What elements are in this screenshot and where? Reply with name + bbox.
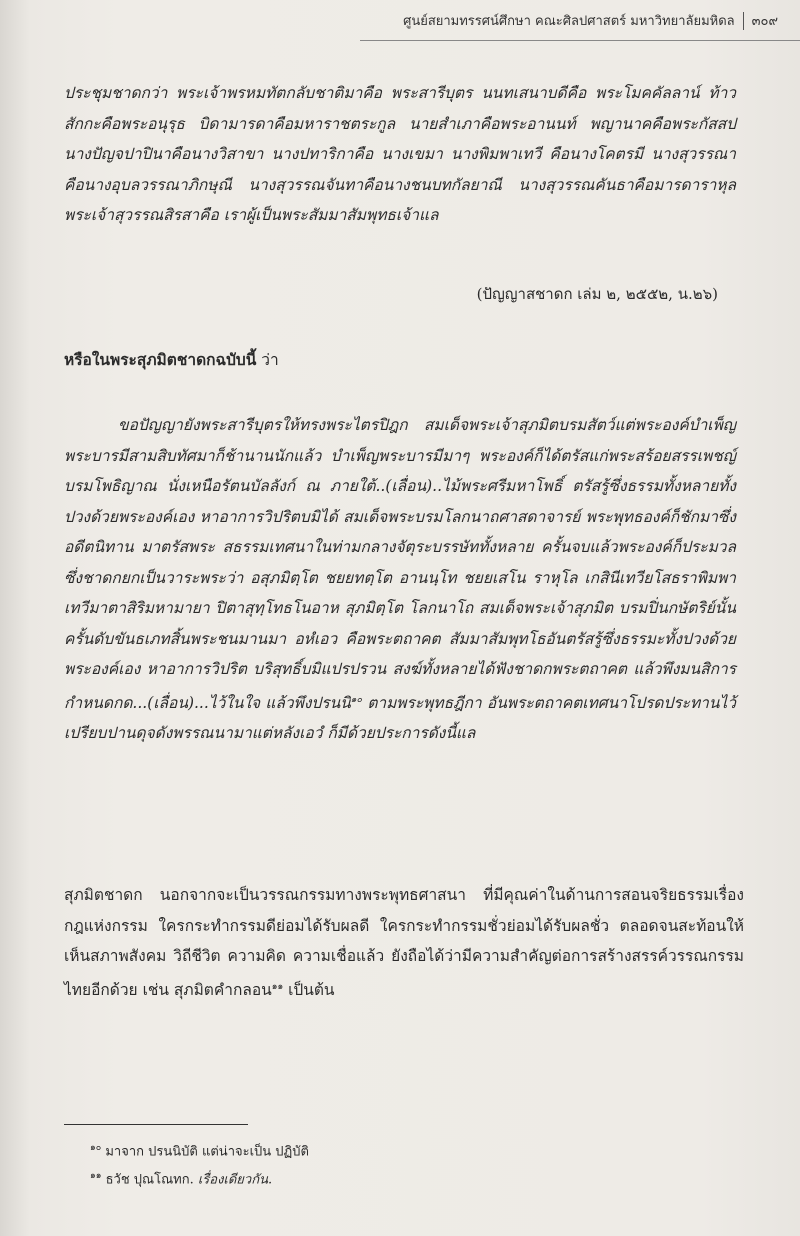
intro-rest: ว่า	[256, 351, 279, 369]
footnote-text: มาจาก ปรนนิบัติ แต่น่าจะเป็น ปฏิบัติ	[105, 1144, 309, 1160]
footnote-mark: ๑๐	[90, 1143, 102, 1153]
footnotes	[90, 1136, 309, 1193]
header-divider	[743, 12, 744, 30]
footnote-rule	[64, 1124, 248, 1125]
quote-2-tail: ตามพระพุทธฎีกา อันพระตถาคตเทศนาโปรดประทานไว้ เปรียบปานดุจดังพรรณนามาแต่หลังเอวํ ก็มีด้วยประการดังนี้แล	[64, 693, 736, 743]
citation: (ปัญญาสชาดก เล่ม ๒, ๒๕๕๒, น.๒๖)	[476, 285, 718, 303]
header-title: ศูนย์สยามทรรศน์ศึกษา คณะศิลปศาสตร์ มหาวิทยาลัยมหิดล	[403, 14, 735, 29]
footnote-italic: เรื่องเดียวกัน.	[197, 1172, 273, 1188]
body-paragraph-tail: เป็นต้น	[283, 980, 335, 999]
body-paragraph	[64, 880, 744, 1005]
body-paragraph-text: สุภมิตชาดก นอกจากจะเป็นวรรณกรรมทางพระพุทธศาสนา ที่มีคุณค่าในด้านการสอนจริยธรรมเรื่อง กฎแห่งกรรม ใครกระทำกรรมดีย่อมได้รับผลดี ใครกระทำกรรมชั่วย่อมได้รับผลชั่ว ตลอดจนสะท้อนให้เห็นสภาพสังคม วิถีชีวิต ความคิด ความเชื่อแล้ว ยังถือได้ว่ามีความสำคัญต่อการสร้างสรรค์วรรณกรรมไทยอีกด้วย เช่น สุภมิตคำกลอน	[64, 886, 744, 999]
intro-paragraph	[64, 345, 736, 376]
footnote-mark: ๑๑	[90, 1171, 102, 1182]
page-number: ๓๐๙	[751, 14, 778, 29]
intro-bold: หรือในพระสุภมิตชาดกฉบับนี้	[64, 350, 257, 369]
running-header	[403, 10, 778, 31]
footnote-10	[90, 1136, 309, 1164]
footnote-text: ธวัช ปุณโณทก.	[105, 1172, 198, 1188]
header-rule	[360, 40, 800, 41]
footnote-ref-11: ๑๑	[271, 981, 284, 992]
quote-paragraph-1: ประชุมชาดกว่า พระเจ้าพรหมทัตกลับชาติมาคือ พระสารีบุตร นนทเสนาบดีคือ พระโมคคัลลาน์ ท้าวสักกะคือพระอนุรุธ บิดามารดาคือมหาราชตระกูล นายสำเภาคือพระอานนท์ พญานาคคือพระกัสสป นางปัญจปาปินาคือนางวิสาขา นางปทาริกาคือ นางเขมา นางพิมพาเทวี คือนางโคตรมี นางสุวรรณาคือนางอุบลวรรณาภิกษุณี นางสุวรรณจันทาคือนางชนบทกัลยาณี นางสุวรรณคันธาคือมารดาราหุล พระเจ้าสุวรรณสิรสาคือ เราผู้เป็นพระสัมมาสัมพุทธเจ้าแล	[64, 84, 736, 224]
quote-paragraph-2	[64, 410, 736, 749]
footnote-11	[90, 1164, 309, 1192]
quote-2-text: ขอปัญญายังพระสารีบุตรให้ทรงพระไตรปิฎก สมเด็จพระเจ้าสุภมิตบรมสัตว์แต่พระองค์บำเพ็ญพระบารมีสามสิบทัศมาก็ช้านานนักแล้ว บำเพ็ญพระบารมีมาๆ พระองค์ก็ได้ตรัสแก่พระสร้อยสรรเพชญ์บรมโพธิญาณ นั่งเหนือรัตนบัลลังก์ ณ ภายใต้..(เลื่อน)..ไม้พระศรีมหาโพธิ์ ตรัสรู้ซึ่งธรรมทั้งหลายทั้งปวงด้วยพระองค์เอง หาอาการวิปริตบมิได้ สมเด็จพระบรมโลกนาถศาสดาจารย์ พระพุทธองค์ก็ชักมาซึ่งอดีตนิทาน มาตรัสพระ สธรรมเทศนาในท่ามกลางจัตุระบรรษัททั้งหลาย ครั้นจบแล้วพระองค์ก็ประมวลซึ่งชาดกยกเป็นวาระพระว่า อสุภมิตฺโต ชยยทตฺโต อานนฺโท ชยยเสโน ราหุโล เกสินีเทวียโสธราพิมพาเทวีมาตาสิริมหามายา ปิตาสุทฺโทธโนอาห สุภมิตฺโต โลกนาโถ สมเด็จพระเจ้าสุภมิต บรมปิ่นกษัตริย์นั้น ครั้นดับขันธเภทสิ้นพระชนมานมา อหํเอว คือพระตถาคต สัมมาสัมพุทโธอันตรัสรู้ซึ่งธรรมะทั้งปวงด้วยพระองค์เอง หาอาการวิปริต บริสุทธิ์บมิแปรปรวน สงฆ์ทั้งหลายได้ฟังชาดกพระตถาคต แล้วพึงมนสิการกำหนดกด...(เลื่อน)...ไว้ในใจ แล้วพึงปรนนิ	[64, 416, 736, 712]
footnote-ref-10: ๑๐	[350, 694, 362, 705]
